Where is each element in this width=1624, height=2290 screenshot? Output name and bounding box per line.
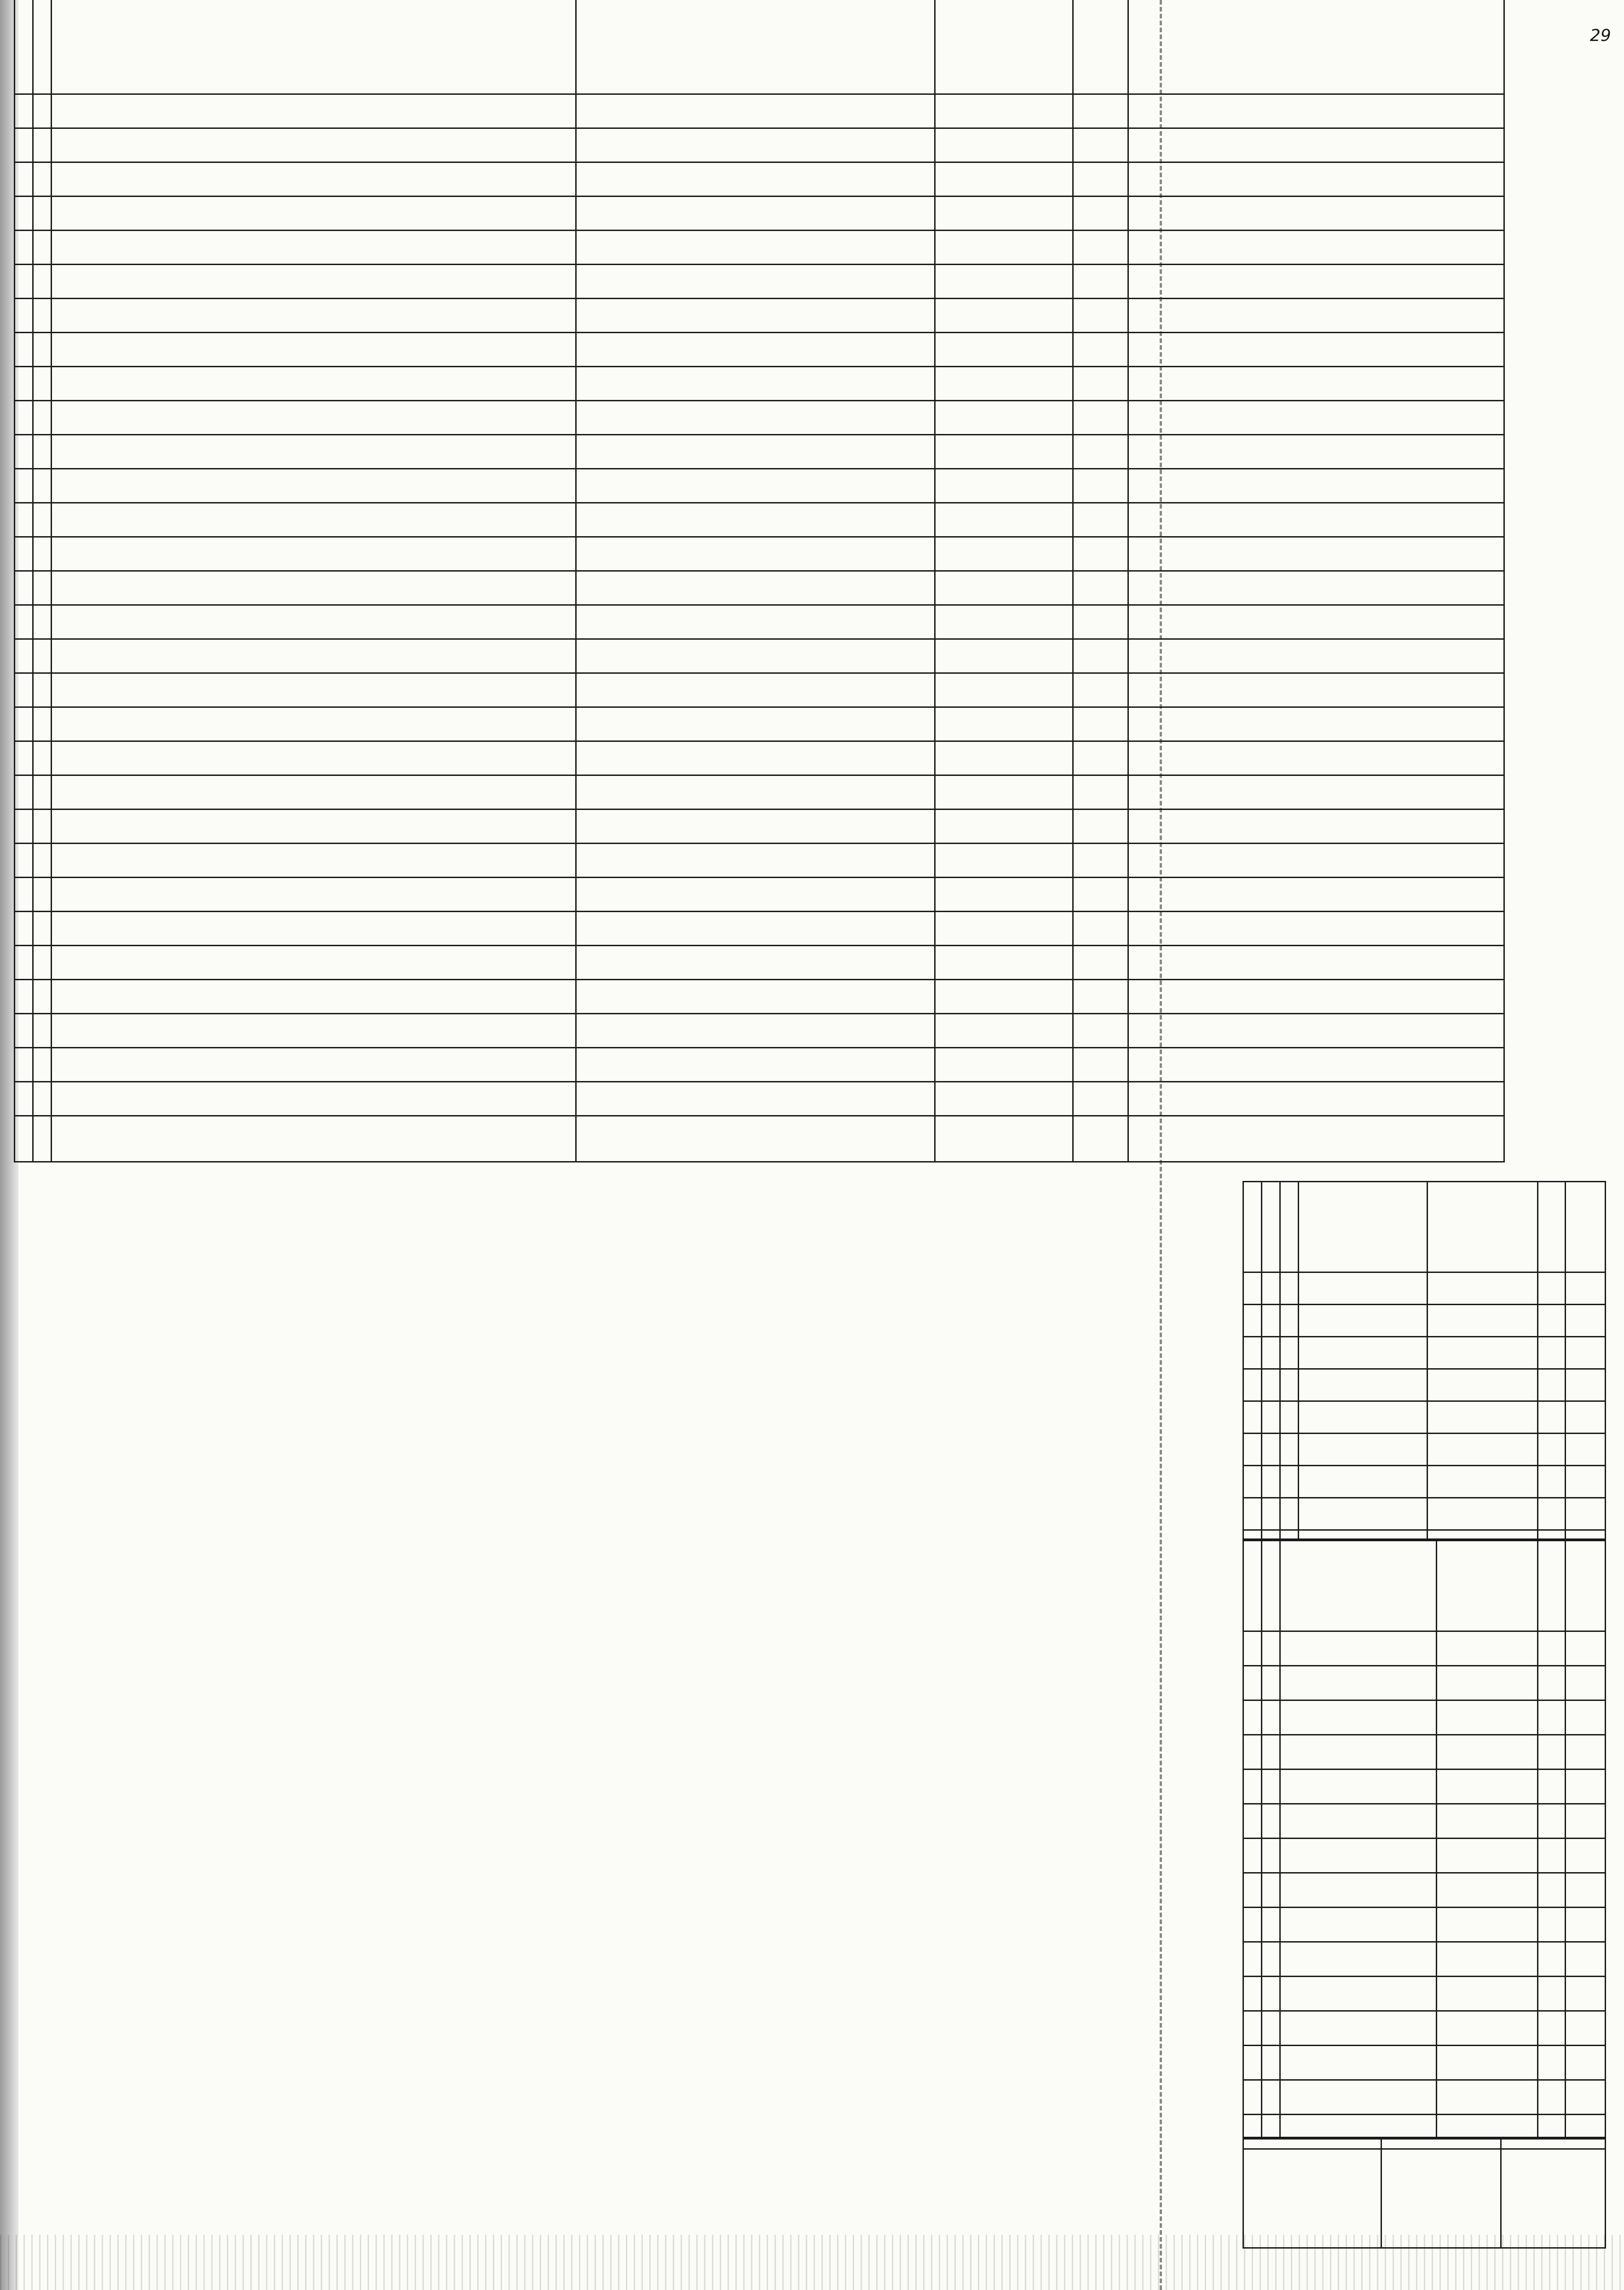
row-separator bbox=[1243, 2010, 1606, 2012]
row-separator bbox=[14, 502, 1505, 503]
row-separator bbox=[14, 298, 1505, 299]
row-separator bbox=[1243, 1872, 1606, 1874]
title-block bbox=[1243, 2138, 1606, 2249]
tb-divider bbox=[1500, 2138, 1502, 2249]
row-separator bbox=[14, 332, 1505, 333]
right-sheet bbox=[14, 0, 1505, 1162]
row-separator bbox=[1243, 1400, 1606, 1402]
row-separator bbox=[1243, 1838, 1606, 1839]
col-separator bbox=[51, 0, 52, 1162]
row-separator bbox=[1243, 1336, 1606, 1337]
col-separator bbox=[575, 0, 577, 1162]
row-separator bbox=[1243, 1941, 1606, 1943]
row-separator bbox=[1243, 1665, 1606, 1666]
row-separator bbox=[14, 877, 1505, 878]
variable-data-table bbox=[1243, 1540, 1606, 2138]
row-separator bbox=[14, 1013, 1505, 1014]
col-separator bbox=[1279, 1181, 1281, 1540]
page-number: 29 bbox=[1590, 26, 1611, 45]
row-separator bbox=[1243, 1529, 1606, 1531]
row-separator bbox=[14, 843, 1505, 844]
col-separator bbox=[1127, 0, 1129, 1162]
row-separator bbox=[14, 638, 1505, 640]
row-separator bbox=[14, 570, 1505, 572]
row-separator bbox=[1243, 1769, 1606, 1770]
row-separator bbox=[14, 196, 1505, 197]
col-separator bbox=[1427, 1181, 1428, 1540]
row-separator bbox=[1243, 1497, 1606, 1498]
row-separator bbox=[14, 93, 1505, 95]
col-separator bbox=[32, 0, 34, 1162]
row-separator bbox=[14, 809, 1505, 810]
documentation-table bbox=[1243, 1181, 1606, 1540]
row-separator bbox=[1243, 1272, 1606, 1273]
col-separator bbox=[1298, 1181, 1299, 1540]
row-separator bbox=[1243, 2079, 1606, 2081]
row-separator bbox=[14, 434, 1505, 435]
row-separator bbox=[1243, 1368, 1606, 1370]
row-separator bbox=[14, 775, 1505, 776]
row-separator bbox=[14, 1081, 1505, 1082]
row-separator bbox=[14, 706, 1505, 708]
row-separator bbox=[1243, 2114, 1606, 2115]
row-separator bbox=[1243, 1803, 1606, 1804]
col-separator bbox=[1565, 1181, 1566, 1540]
row-separator bbox=[14, 264, 1505, 265]
row-separator bbox=[1243, 1976, 1606, 1977]
row-separator bbox=[14, 230, 1505, 231]
col-separator bbox=[1537, 1540, 1538, 2138]
right-table-frame bbox=[14, 0, 1505, 1162]
col-separator bbox=[1279, 1540, 1281, 2138]
row-separator bbox=[14, 400, 1505, 401]
row-separator bbox=[14, 979, 1505, 980]
row-separator bbox=[14, 536, 1505, 538]
col-separator bbox=[934, 0, 936, 1162]
row-separator bbox=[14, 672, 1505, 674]
row-separator bbox=[14, 911, 1505, 912]
row-separator bbox=[14, 162, 1505, 163]
row-separator bbox=[14, 740, 1505, 742]
col-separator bbox=[1072, 0, 1074, 1162]
col-separator bbox=[1565, 1540, 1566, 2138]
row-separator bbox=[1243, 1304, 1606, 1305]
row-separator bbox=[1243, 1631, 1606, 1632]
row-separator bbox=[14, 468, 1505, 469]
col-separator bbox=[1261, 1540, 1262, 2138]
col-separator bbox=[1436, 1540, 1437, 2138]
tb-divider bbox=[1381, 2138, 1382, 2249]
row-separator bbox=[1243, 1433, 1606, 1434]
row-separator bbox=[14, 366, 1505, 367]
row-separator bbox=[14, 945, 1505, 946]
row-separator bbox=[1243, 1907, 1606, 1908]
row-separator bbox=[14, 1115, 1505, 1116]
col-separator bbox=[1537, 1181, 1538, 1540]
row-separator bbox=[1243, 1700, 1606, 1701]
row-separator bbox=[14, 604, 1505, 606]
left-sheet bbox=[1173, 1190, 1606, 2249]
row-separator bbox=[1243, 1734, 1606, 1735]
row-separator bbox=[14, 127, 1505, 129]
row-separator bbox=[1243, 1465, 1606, 1466]
col-separator bbox=[1261, 1181, 1262, 1540]
row-separator bbox=[1243, 2045, 1606, 2046]
row-separator bbox=[14, 1047, 1505, 1048]
row-separator bbox=[1243, 2148, 1606, 2150]
